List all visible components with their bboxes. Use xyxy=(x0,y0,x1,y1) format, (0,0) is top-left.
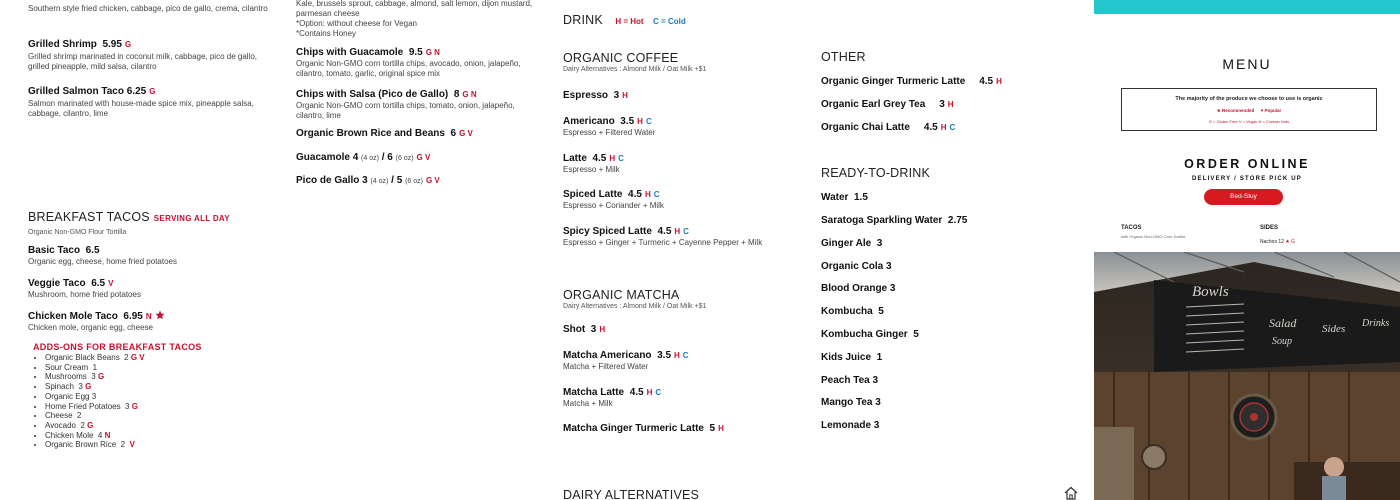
star-icon: ★ xyxy=(1216,108,1223,113)
diet-tags: G V xyxy=(459,129,473,138)
bed-stuy-order-button[interactable]: Bed-Stuy xyxy=(1204,189,1283,205)
menu-item-spicy-spiced-latte: Spicy Spiced Latte 4.5 H C Espresso + Ginger + Turmeric + Cayenne Pepper + Milk xyxy=(563,226,763,247)
section-title: DRINK xyxy=(563,13,603,27)
item-price: 8 xyxy=(453,89,460,100)
nuts-tag: N xyxy=(145,312,152,321)
item-description: Southern style fried chicken, cabbage, pico de gallo, crema, cilantro xyxy=(28,4,268,13)
item-price: 6.95 xyxy=(123,311,143,322)
section-title: ORGANIC MATCHA xyxy=(563,288,680,302)
menu-item-rtd: Lemonade 3 xyxy=(821,420,880,431)
menu-item-other: Organic Ginger Turmeric Latte 4.5 H xyxy=(821,76,1002,87)
chalkboard-soup: Soup xyxy=(1272,336,1292,347)
addon-item: • Organic Brown Rice 2 V xyxy=(45,440,263,450)
home-icon[interactable] xyxy=(1063,486,1079,500)
star-icon xyxy=(155,310,165,320)
addon-item: • Mushrooms 3 G xyxy=(45,372,263,382)
menu-item-rtd: Water 1.5 xyxy=(821,192,868,203)
menu-item-latte: Latte 4.5 H C Espresso + Milk xyxy=(563,153,624,174)
chalkboard-sides: Sides xyxy=(1322,323,1346,335)
item-name: Basic Taco xyxy=(28,245,81,256)
menu-item-rtd: Ginger Ale 3 xyxy=(821,238,883,249)
organic-note-box xyxy=(1121,88,1377,131)
menu-item-chips-guacamole xyxy=(296,47,536,79)
item-price: 6 xyxy=(450,128,457,139)
chalkboard-bowls: Bowls xyxy=(1192,284,1229,300)
serving-note: SERVING ALL DAY xyxy=(153,214,230,223)
addon-item: • Avocado 2 G xyxy=(45,421,263,431)
menu-item-rtd: Saratoga Sparkling Water 2.75 xyxy=(821,215,968,226)
chalkboard-drinks: Drinks xyxy=(1362,318,1390,329)
menu-item-brown-rice-beans xyxy=(296,128,536,140)
addon-item: • Cheese 2 xyxy=(45,411,263,421)
menu-title: MENU xyxy=(1222,56,1272,72)
addon-item: • Sour Cream 1 xyxy=(45,363,263,373)
menu-item-rtd: Organic Cola 3 xyxy=(821,261,892,272)
section-title-other: OTHER xyxy=(821,50,866,64)
menu-item-rtd: Kids Juice 1 xyxy=(821,352,883,363)
diet-tags: G N xyxy=(462,90,477,99)
section-organic-coffee xyxy=(563,51,803,75)
section-organic-matcha xyxy=(563,288,803,312)
header-bar xyxy=(1094,0,1400,14)
item-name: Veggie Taco xyxy=(28,278,86,289)
legend: ★ Recommended ♥ Popular xyxy=(1216,108,1282,113)
mini-tacos-subtitle: with Organic Non-GMO Corn Tortilla xyxy=(1121,234,1185,239)
item-price: 6.5 xyxy=(85,245,100,256)
mini-sides-heading: SIDES xyxy=(1260,225,1279,231)
item-name: Organic Brown Rice and Beans xyxy=(296,128,445,139)
menu-item-rtd: Kombucha Ginger 5 xyxy=(821,329,919,340)
item-description: Salmon marinated with house-made spice mix, pineapple salsa, cabbage, cilantro, lime xyxy=(28,99,254,118)
item-price: 6.5 xyxy=(91,278,106,289)
item-price: 6.25 xyxy=(126,86,147,97)
item-description: Organic egg, cheese, home fried potatoes xyxy=(28,257,177,266)
menu-item-basic-taco xyxy=(28,245,268,267)
addons-title: ADDS-ONS FOR BREAKFAST TACOS xyxy=(33,342,202,352)
section-breakfast-tacos xyxy=(28,208,268,238)
menu-item-other: Organic Earl Grey Tea 3 H xyxy=(821,99,954,110)
section-title-ready-to-drink: READY-TO-DRINK xyxy=(821,166,931,180)
menu-item-rtd: Mango Tea 3 xyxy=(821,397,881,408)
item-description: Organic Non-GMO corn tortilla chips, tomato, onion, jalapeño, cilantro, lime xyxy=(296,101,515,120)
diet-tags: G N xyxy=(425,48,440,57)
item-price: 9.5 xyxy=(408,47,423,58)
diet-key: G = Gluten Free V = Vegan N = Contain Nuts xyxy=(1208,119,1290,124)
restaurant-interior-photo xyxy=(1094,252,1400,500)
menu-item-matcha-ginger-turmeric: Matcha Ginger Turmeric Latte 5 H xyxy=(563,423,724,434)
menu-item-grilled-salmon xyxy=(28,86,268,119)
section-subtitle: Dairy Alternatives : Almond Milk / Oat Milk +$1 xyxy=(563,66,707,73)
menu-item-veggie-taco xyxy=(28,278,268,300)
menu-item-pico-de-gallo: Pico de Gallo 3 (4 oz) / 5 (6 oz) G V xyxy=(296,175,440,186)
menu-item-espresso: Espresso 3 H xyxy=(563,90,628,101)
order-online-title: ORDER ONLINE xyxy=(1184,157,1310,171)
hot-legend: H = Hot xyxy=(615,17,644,26)
mini-tacos-heading: TACOS xyxy=(1121,225,1142,231)
menu-item-rtd: Blood Orange 3 xyxy=(821,283,896,294)
menu-item-chicken-mole-taco xyxy=(28,310,268,333)
addon-item: • Home Fried Potatoes 3 G xyxy=(45,402,263,412)
organic-note: The majority of the produce we choose to use is organic xyxy=(1175,96,1323,102)
cold-legend: C = Cold xyxy=(653,17,686,26)
item-name: Grilled Salmon Taco xyxy=(28,86,124,97)
item-description: Chicken mole, organic egg, cheese xyxy=(28,323,153,332)
gluten-free-tag: G xyxy=(149,87,156,96)
item-description: Mushroom, home fried potatoes xyxy=(28,290,141,299)
menu-item-other: Organic Chai Latte 4.5 H C xyxy=(821,122,956,133)
gluten-free-tag: G xyxy=(124,40,132,49)
addon-item: • Organic Black Beans 2 G V xyxy=(45,353,263,363)
item-name: Grilled Shrimp xyxy=(28,39,97,50)
vegan-tag: V xyxy=(108,279,114,288)
addon-item: • Chicken Mole 4 N xyxy=(45,431,263,441)
addons-list xyxy=(33,353,263,450)
heart-icon: ♥ xyxy=(1260,108,1265,113)
item-description: Organic Non-GMO corn tortilla chips, avocado, onion, jalapeño, cilantro, tomato, garlic, original spice mix xyxy=(296,59,521,78)
menu-item-rtd: Kombucha 5 xyxy=(821,306,884,317)
item-name: Chips with Salsa (Pico de Gallo) xyxy=(296,89,449,100)
menu-item-grilled-shrimp xyxy=(28,39,268,72)
menu-item-spiced-latte: Spiced Latte 4.5 H C Espresso + Coriander + Milk xyxy=(563,189,664,210)
menu-item-shot: Shot 3 H xyxy=(563,324,606,335)
section-title-dairy-alternatives: DAIRY ALTERNATIVES xyxy=(563,488,700,500)
addon-item: • Organic Egg 3 xyxy=(45,392,263,402)
menu-item-matcha-americano: Matcha Americano 3.5 H C Matcha + Filtered Water xyxy=(563,350,689,371)
menu-item-americano: Americano 3.5 H C Espresso + Filtered Water xyxy=(563,116,656,137)
menu-item-matcha-latte: Matcha Latte 4.5 H C Matcha + Milk xyxy=(563,387,662,408)
chalkboard-salad: Salad xyxy=(1269,316,1297,330)
menu-item-rtd: Peach Tea 3 xyxy=(821,375,879,386)
menu-item-guacamole: Guacamole 4 (4 oz) / 6 (6 oz) G V xyxy=(296,152,431,163)
menu-preview-panel xyxy=(1094,0,1400,252)
section-title: BREAKFAST TACOS xyxy=(28,210,150,224)
section-subtitle: Dairy Alternatives : Almond Milk / Oat Milk +$1 xyxy=(563,303,707,310)
addon-item: • Spinach 3 G xyxy=(45,382,263,392)
menu-item-chips-salsa xyxy=(296,89,536,121)
section-title: ORGANIC COFFEE xyxy=(563,51,679,65)
section-subtitle: Organic Non-GMO Flour Tortilla xyxy=(28,229,127,236)
item-description: Grilled shrimp marinated in coconut milk, cabbage, pico de gallo, grilled pineapple, mild salsa, cilantro xyxy=(28,52,258,71)
order-online-subtitle: DELIVERY / STORE PICK UP xyxy=(1191,176,1303,182)
item-name: Chicken Mole Taco xyxy=(28,311,118,322)
item-price: 5.95 xyxy=(102,39,122,50)
drink-header xyxy=(563,11,803,29)
item-name: Chips with Guacamole xyxy=(296,47,404,58)
item-description: Kale, brussels sprout, cabbage, almond, salt lemon, dijon mustard, parmesan cheese *Option: without cheese for Vegan *Contains Honey xyxy=(296,0,533,38)
mini-nachos-item: Nachos 12 ★ G xyxy=(1260,239,1296,245)
addons-section xyxy=(33,342,263,450)
